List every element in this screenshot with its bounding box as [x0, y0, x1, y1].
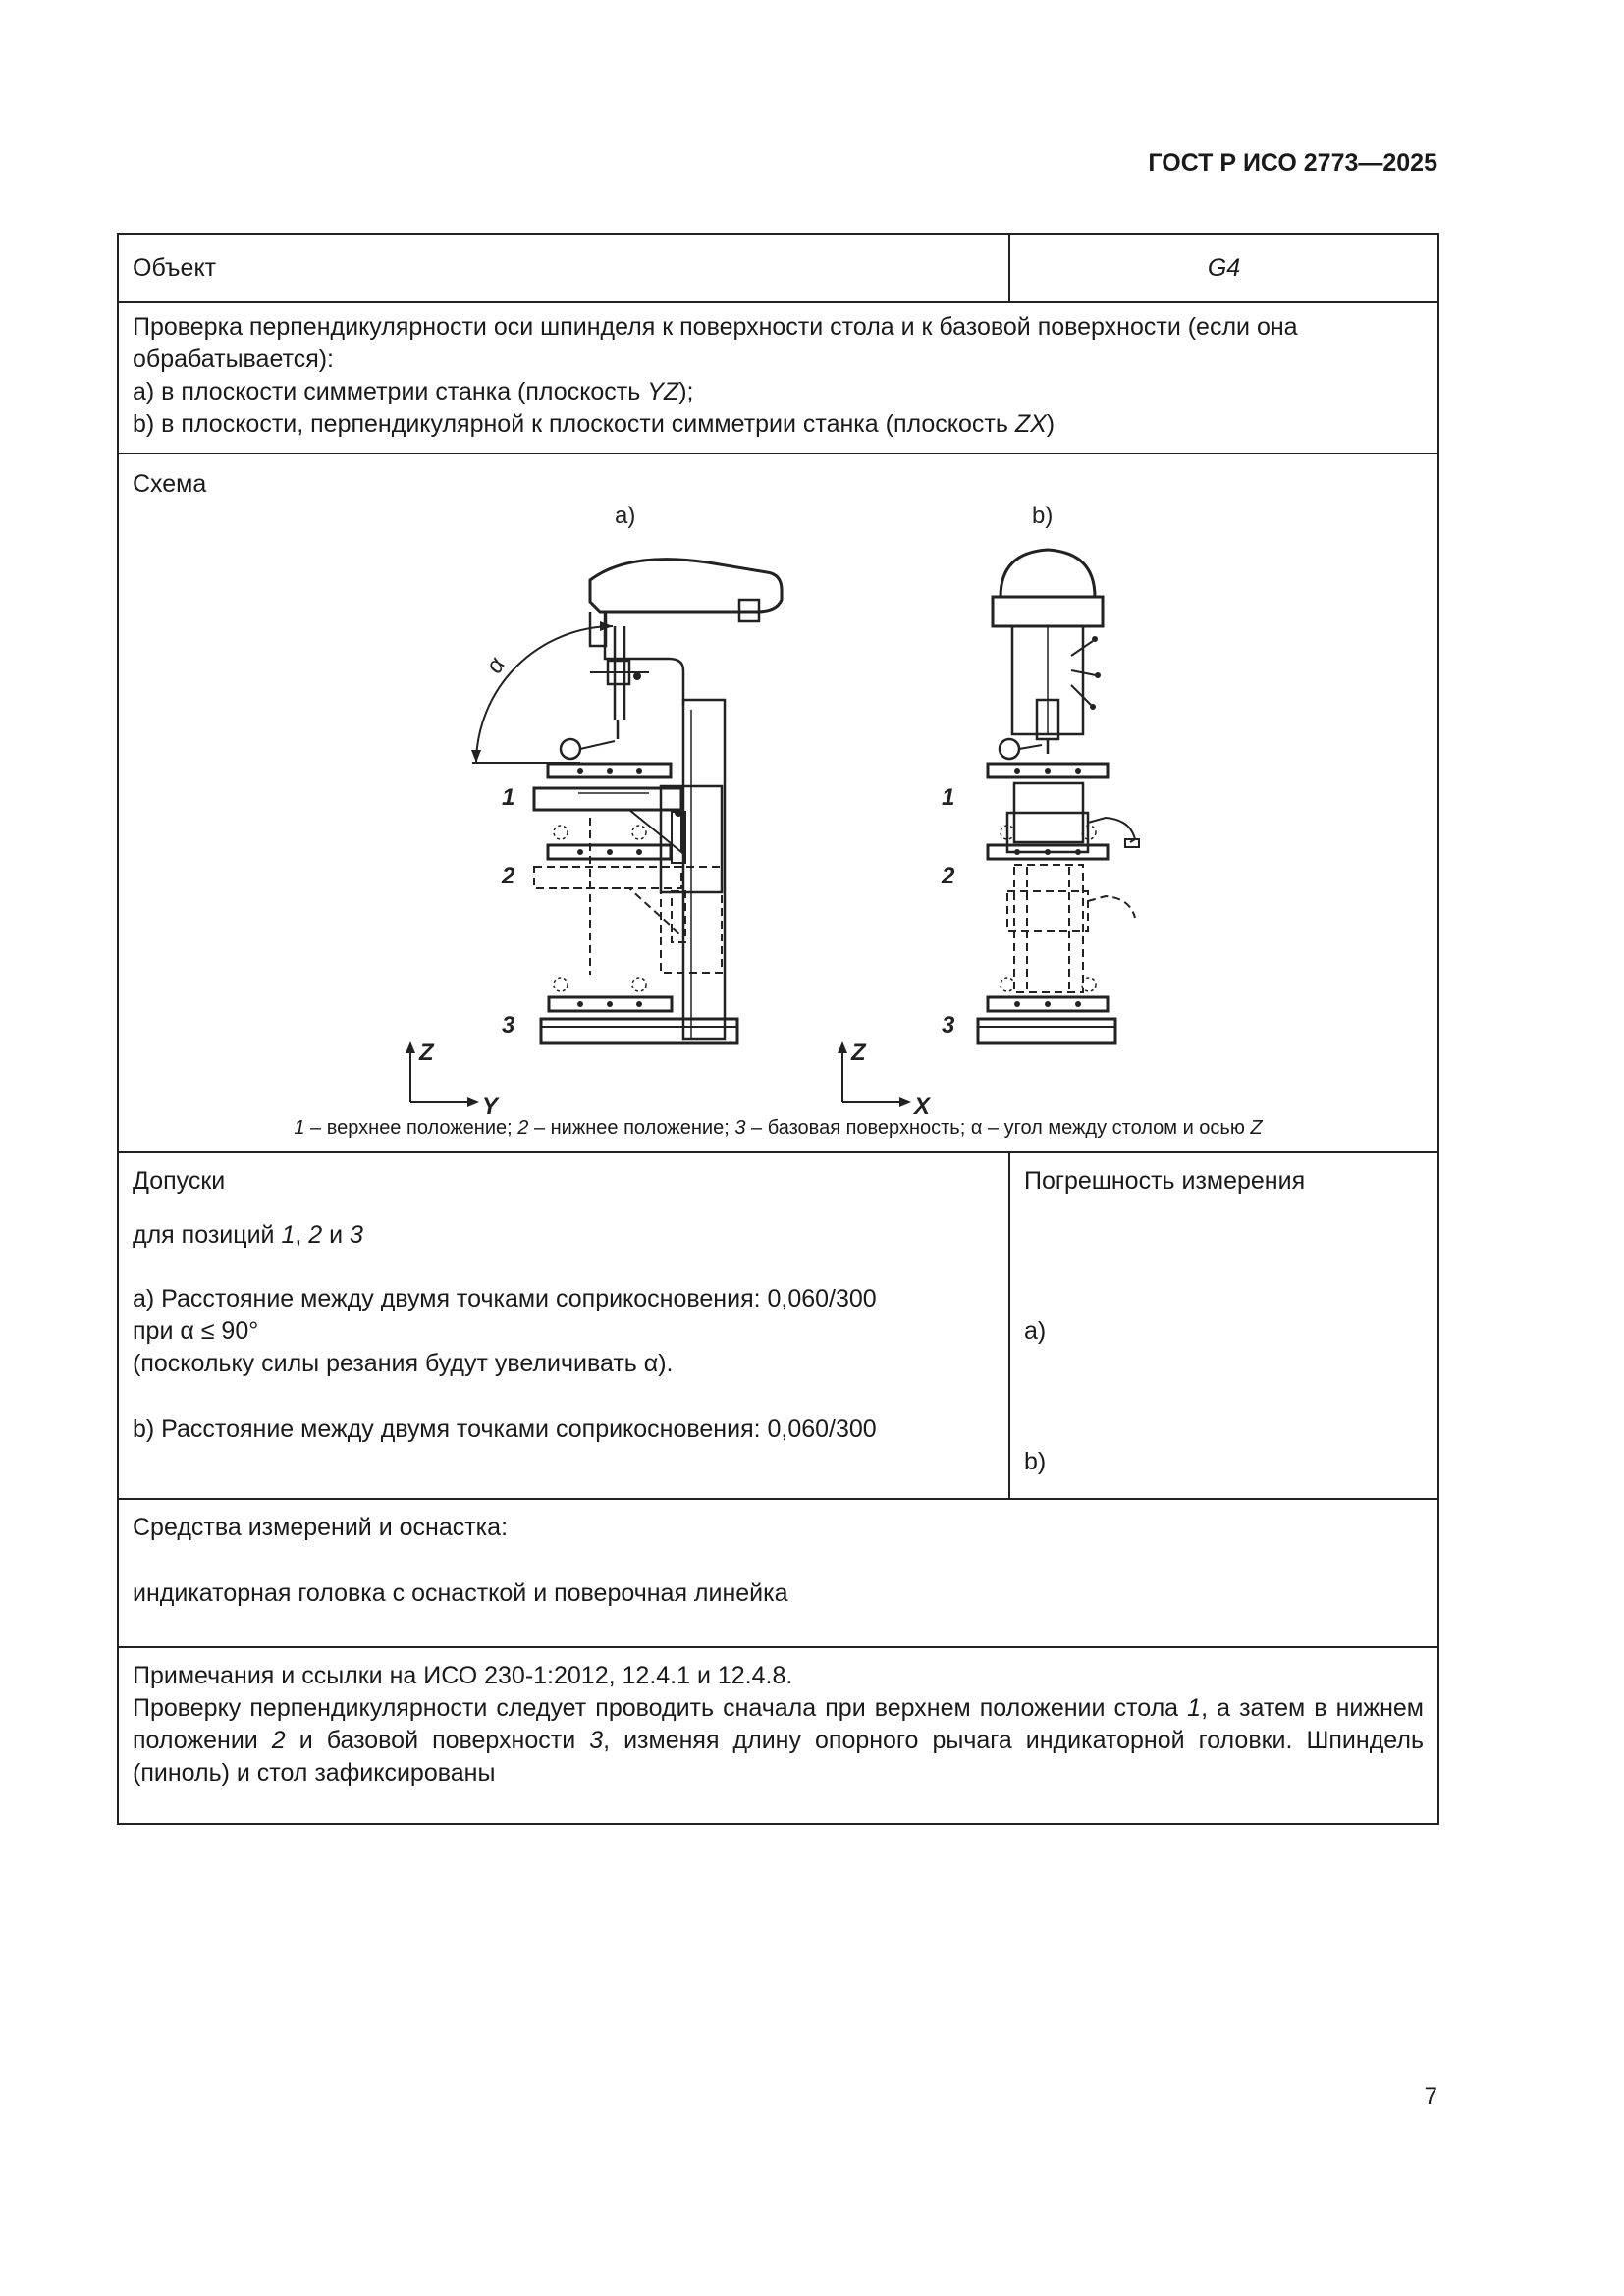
position-3-label-b: 3 [942, 1012, 955, 1039]
tolerances-cell [118, 1152, 1009, 1499]
tolerance-a-line1: a) Расстояние между двумя точками соприкосновения: 0,060/300 [133, 1285, 877, 1312]
position-1-label-a: 1 [502, 784, 515, 811]
test-sheet-table [117, 233, 1439, 1825]
uncertainty-heading: Погрешность измерения [1024, 1167, 1306, 1195]
instruments-text: индикаторная головка с оснасткой и поверочная линейка [133, 1579, 788, 1607]
uncertainty-b: b) [1024, 1448, 1047, 1475]
notes-cell [118, 1647, 1438, 1824]
title-item-a: a) в плоскости симметрии станка (плоскость YZ); [133, 378, 694, 405]
test-title: Проверка перпендикулярности оси шпинделя к поверхности стола и к базовой поверхности (если она обрабатывается): [133, 313, 1298, 373]
tolerance-a-line3: (поскольку силы резания будут увеличивать α). [133, 1350, 674, 1377]
view-b-label: b) [1032, 503, 1054, 529]
instruments-heading: Средства измерений и оснастка: [133, 1514, 509, 1541]
object-label: Объект [118, 234, 1009, 302]
object-code: G4 [1009, 234, 1438, 302]
tolerances-positions: для позиций 1, 2 и 3 [133, 1221, 363, 1249]
title-item-b: b) в плоскости, перпендикулярной к плоскости симметрии станка (плоскость ZX) [133, 410, 1056, 438]
tolerance-a-line2: при α ≤ 90° [133, 1317, 259, 1345]
drill-press-side-view [471, 560, 782, 1043]
tolerances-heading: Допуски [133, 1167, 226, 1195]
position-1-label-b: 1 [942, 784, 955, 811]
uncertainty-a: a) [1024, 1317, 1047, 1345]
position-2-label-a: 2 [502, 863, 515, 889]
page-number: 7 [1424, 2083, 1437, 2109]
scheme-cell [118, 454, 1438, 1152]
axis-y-label: Y [482, 1094, 499, 1120]
view-a-label: a) [615, 503, 636, 529]
scheme-diagram [119, 454, 1439, 1151]
instruments-cell [118, 1499, 1438, 1647]
tolerance-b: b) Расстояние между двумя точками соприкосновения: 0,060/300 [133, 1415, 877, 1443]
uncertainty-cell [1009, 1152, 1438, 1499]
axis-x-label: X [914, 1094, 931, 1120]
axis-z-label-a: Z [419, 1040, 434, 1066]
position-3-label-a: 3 [502, 1012, 515, 1039]
drill-press-front-view [978, 550, 1139, 1043]
axis-z-label-b: Z [851, 1040, 866, 1066]
notes-text: Проверку перпендикулярности следует проводить сначала при верхнем положении стола 1, а затем в нижнем положении 2 и базовой поверхности 3, изменяя длину опорного рычага индикаторной головки. Шпиндель (пиноль) и стол зафиксированы [133, 1694, 1424, 1787]
position-2-label-b: 2 [942, 863, 955, 889]
axes-yz [406, 1041, 479, 1107]
scheme-legend: 1 – верхнее положение; 2 – нижнее положение; 3 – базовая поверхность; α – угол между столом и осью Z [294, 1117, 1263, 1139]
document-header: ГОСТ Р ИСО 2773—2025 [1148, 149, 1437, 177]
notes-heading: Примечания и ссылки на ИСО 230-1:2012, 12.4.1 и 12.4.8. [133, 1662, 793, 1689]
test-title-cell [118, 302, 1438, 454]
scheme-label: Схема [133, 470, 207, 498]
angle-label: α [480, 653, 511, 678]
axes-zx [838, 1041, 911, 1107]
